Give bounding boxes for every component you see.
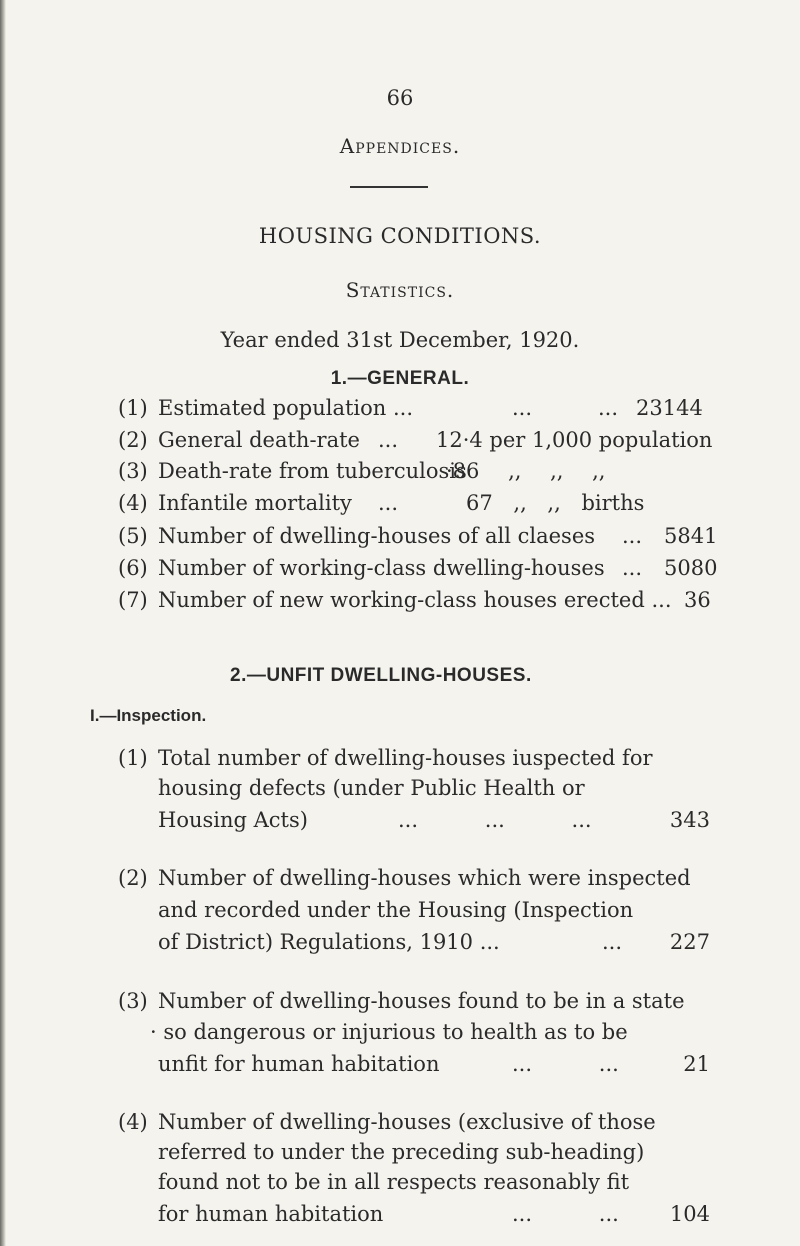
item-line: found not to be in all respects reasonably fit	[158, 1170, 630, 1194]
year-line: Year ended 31st December, 1920.	[220, 328, 580, 352]
row-index: (4)	[118, 491, 148, 515]
statistics-heading: Statistics.	[345, 278, 455, 302]
item-line: Total number of dwelling-houses iuspected for	[158, 746, 653, 770]
row-index: (5)	[118, 524, 148, 548]
row-label: General death-rate	[158, 428, 360, 452]
item-line: Housing Acts)	[158, 808, 308, 832]
row-value: 67 ,, ,, births	[466, 491, 645, 515]
item-value: 104	[669, 1202, 710, 1226]
item-line: · so dangerous or injurious to health as to be	[150, 1020, 628, 1044]
page-title: HOUSING CONDITIONS.	[258, 224, 542, 248]
item-dots: ... ...	[512, 1052, 619, 1076]
item-index: (2)	[118, 866, 148, 890]
row-index: (6)	[118, 556, 148, 580]
item-line: Number of dwelling-houses found to be in a state	[158, 989, 685, 1013]
row-dots: ...	[512, 396, 533, 420]
item-dots: ...	[602, 930, 623, 954]
appendices-header: Appendices.	[339, 134, 461, 158]
item-line: of District) Regulations, 1910 ...	[158, 930, 500, 954]
row-dots: ...	[622, 524, 643, 548]
item-line: Number of dwelling-houses (exclusive of those	[158, 1110, 656, 1134]
row-dots: ...	[378, 491, 399, 515]
item-value: 227	[669, 930, 710, 954]
row-label: Estimated population ...	[158, 396, 413, 420]
row-index: (3)	[118, 459, 148, 483]
item-line: and recorded under the Housing (Inspection	[158, 898, 634, 922]
item-dots: ... ... ...	[398, 808, 592, 832]
section-unfit-heading: 2.—UNFIT DWELLING-HOUSES.	[230, 665, 532, 686]
row-label: Number of new working-class houses erected ...	[158, 588, 672, 612]
row-dots: ...	[598, 396, 619, 420]
item-index: (3)	[118, 989, 148, 1013]
item-value: 343	[669, 808, 710, 832]
row-index: (2)	[118, 428, 148, 452]
page-number: 66	[386, 86, 414, 110]
item-line: referred to under the preceding sub-heading)	[158, 1140, 645, 1164]
row-label: Number of working-class dwelling-houses	[158, 556, 605, 580]
row-value: ·86 ,, ,, ,,	[446, 459, 606, 483]
item-line: unfit for human habitation	[158, 1052, 440, 1076]
row-label: Death-rate from tuberculosis	[158, 459, 467, 483]
row-dots: ...	[378, 428, 399, 452]
inspection-subheading: I.—Inspection.	[90, 706, 207, 725]
row-index: (1)	[118, 396, 148, 420]
item-value: 21	[683, 1052, 710, 1076]
row-value: 5841	[664, 524, 718, 548]
row-index: (7)	[118, 588, 148, 612]
row-label: Infantile mortality	[158, 491, 352, 515]
row-value: 36	[684, 588, 711, 612]
row-value: 5080	[664, 556, 718, 580]
item-index: (4)	[118, 1110, 148, 1134]
row-value: 12·4 per 1,000 population	[436, 428, 713, 452]
item-dots: ... ...	[512, 1202, 619, 1226]
section-general-heading: 1.—GENERAL.	[330, 368, 470, 389]
item-index: (1)	[118, 746, 148, 770]
row-label: Number of dwelling-houses of all claeses	[158, 524, 596, 548]
divider-rule	[350, 186, 428, 188]
item-line: housing defects (under Public Health or	[158, 776, 585, 800]
item-line: Number of dwelling-houses which were inspected	[158, 866, 691, 890]
row-value: 23144	[636, 396, 703, 420]
page-edge	[0, 0, 6, 1246]
item-line: for human habitation	[158, 1202, 384, 1226]
row-dots: ...	[622, 556, 643, 580]
